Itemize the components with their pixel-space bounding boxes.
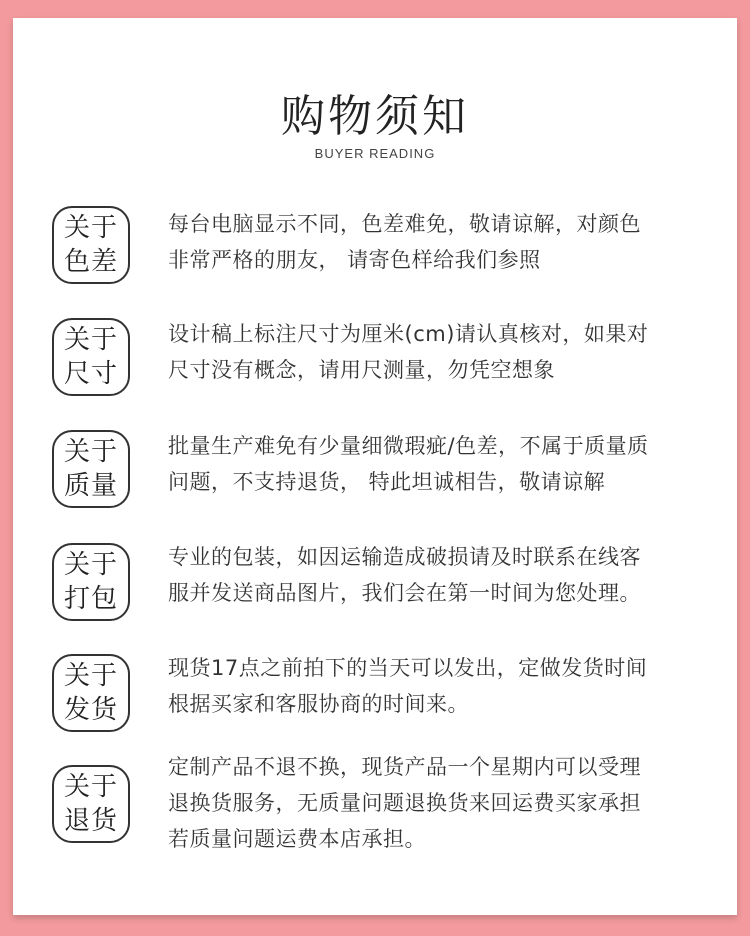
notice-text [168, 316, 728, 388]
badge-label-bottom: 发货 [63, 695, 118, 725]
notice-line: 尺寸没有概念，请用尺测量，勿凭空想象 [168, 358, 555, 382]
badge-label-bottom: 尺寸 [63, 359, 118, 389]
notice-text [168, 749, 728, 857]
notice-line: 根据买家和客服协商的时间来。 [168, 692, 469, 716]
topic-badge [52, 765, 130, 843]
badge-label-bottom: 质量 [63, 471, 118, 501]
notice-line: 问题，不支持退货， 特此坦诚相告，敬请谅解 [168, 470, 606, 494]
topic-badge [52, 318, 130, 396]
topic-badge [52, 430, 130, 508]
notice-line: 每台电脑显示不同，色差难免，敬请谅解，对颜色 [168, 212, 641, 236]
notice-text [168, 650, 728, 722]
notice-line: 非常严格的朋友， 请寄色样给我们参照 [168, 248, 541, 272]
notice-line: 退换货服务，无质量问题退换货来回运费买家承担 [168, 791, 641, 815]
notice-text [168, 539, 728, 611]
badge-label-top: 关于 [63, 661, 118, 691]
notice-line: 设计稿上标注尺寸为厘米(cm)请认真核对，如果对 [168, 322, 649, 346]
badge-label-bottom: 退货 [63, 806, 118, 836]
badge-label-top: 关于 [63, 550, 118, 580]
topic-badge [52, 654, 130, 732]
notice-card [13, 18, 737, 915]
notice-line: 服并发送商品图片，我们会在第一时间为您处理。 [168, 581, 641, 605]
badge-label-bottom: 打包 [63, 584, 118, 614]
badge-label-bottom: 色差 [63, 247, 118, 277]
notice-line: 若质量问题运费本店承担。 [168, 827, 426, 851]
topic-badge [52, 543, 130, 621]
topic-badge [52, 206, 130, 284]
notice-text [168, 428, 728, 500]
badge-label-top: 关于 [63, 772, 118, 802]
notice-line: 现货17点之前拍下的当天可以发出，定做发货时间 [168, 656, 648, 680]
badge-label-top: 关于 [63, 213, 118, 243]
page-title: 购物须知 [281, 91, 469, 142]
notice-text [168, 206, 728, 278]
page-subtitle: BUYER READING [314, 146, 436, 161]
badge-label-top: 关于 [63, 325, 118, 355]
notice-line: 定制产品不退不换，现货产品一个星期内可以受理 [168, 755, 641, 779]
notice-line: 专业的包装，如因运输造成破损请及时联系在线客 [168, 545, 641, 569]
notice-line: 批量生产难免有少量细微瑕疵/色差，不属于质量质 [168, 434, 649, 458]
badge-label-top: 关于 [63, 437, 118, 467]
